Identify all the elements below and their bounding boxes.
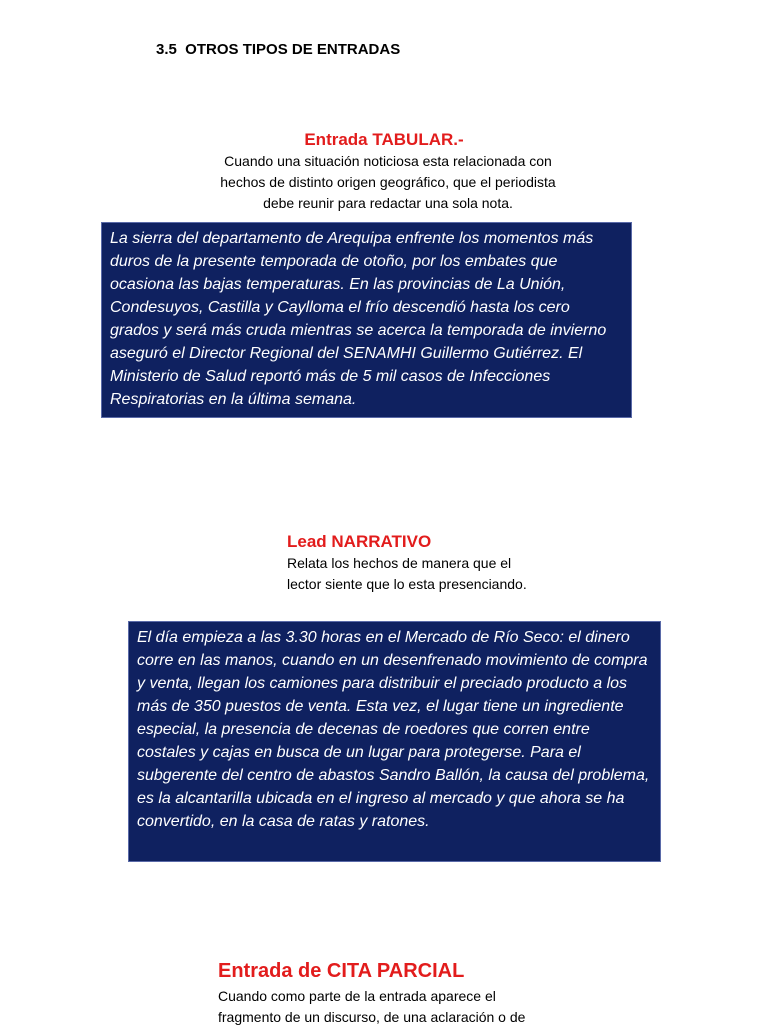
narrativo-description: Relata los hechos de manera que el lector siente que lo esta presenciando. [287, 555, 527, 592]
tabular-example-box: La sierra del departamento de Arequipa enfrente los momentos más duros de la presente temporada de otoño, por los embates que ocasiona las bajas temperaturas. En las provincias de La Unión, Condesuyos, Castilla y Caylloma el frío descendió hasta los cero grados y será más cruda mientras se acerca la temporada de invierno aseguró el Director Regional del SENAMHI Guillermo Gutiérrez. El Ministerio de Salud reportó más de 5 mil casos de Infecciones Respiratorias en la última semana. [101, 222, 632, 418]
narrativo-heading: Lead NARRATIVO [287, 532, 432, 551]
cita-parcial-heading: Entrada de CITA PARCIAL [218, 960, 465, 982]
tabular-heading: Entrada TABULAR.- [304, 130, 464, 149]
narrativo-example-box: El día empieza a las 3.30 horas en el Mercado de Río Seco: el dinero corre en las manos, cuando en un desenfrenado movimiento de compra y venta, llegan los camiones para distribuir el preciado producto a los más de 350 puestos de venta. Esta vez, el lugar tiene un ingrediente especial, la presencia de decenas de roedores que corren entre costales y cajas en busca de un lugar para protegerse. Para el subgerente del centro de abastos Sandro Ballón, la causa del problema, es la alcantarilla ubicada en el ingreso al mercado y que ahora se ha convertido, en la casa de ratas y ratones. [128, 621, 661, 862]
tabular-description: Cuando una situación noticiosa esta relacionada con hechos de distinto origen geográfico, que el periodista debe reunir para redactar una sola nota. [220, 153, 556, 211]
cita-parcial-description: Cuando como parte de la entrada aparece el fragmento de un discurso, de una aclaración o de [218, 988, 526, 1025]
section-title: 3.5 OTROS TIPOS DE ENTRADAS [156, 41, 401, 58]
